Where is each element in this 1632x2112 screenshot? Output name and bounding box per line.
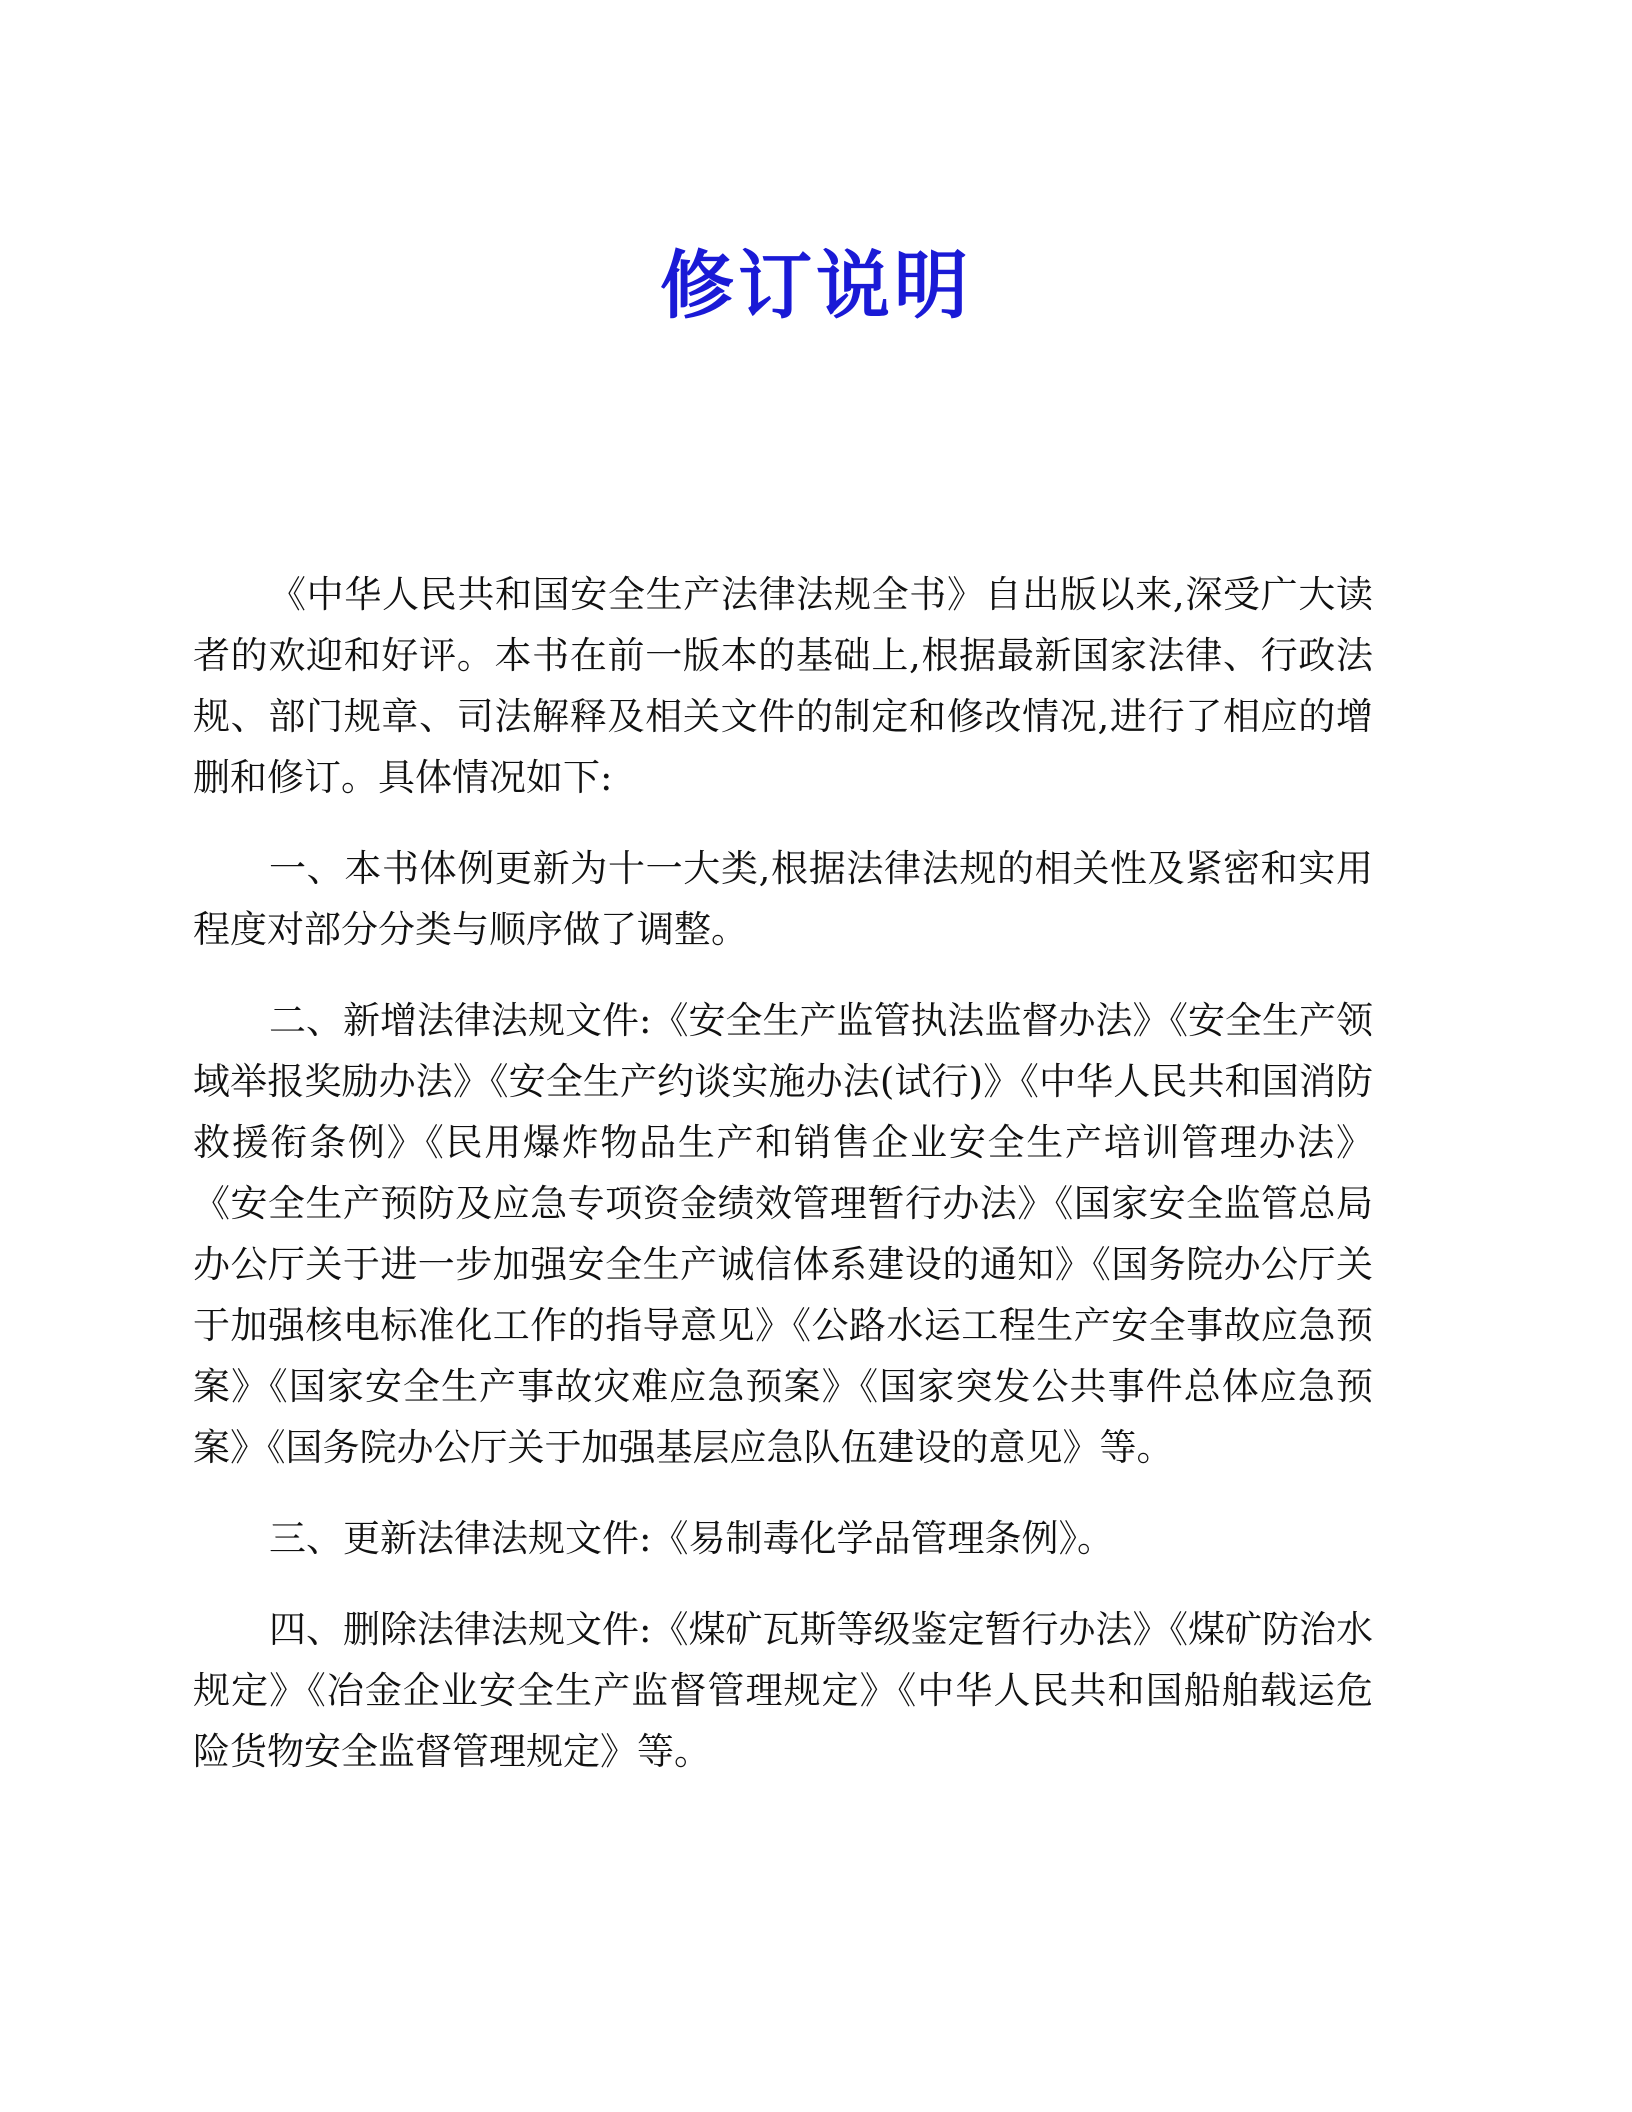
paragraph-item-1: 一、本书体例更新为十一大类,根据法律法规的相关性及紧密和实用程度对部分分类与顺序做了调整。 <box>193 847 1373 951</box>
document-body <box>193 564 1373 1812</box>
paragraph-item-4: 四、删除法律法规文件:《煤矿瓦斯等级鉴定暂行办法》《煤矿防治水规定》《冶金企业安全生产监督管理规定》《中华人民共和国船舶载运危险货物安全监督管理规定》等。 <box>193 1608 1373 1773</box>
paragraph-item-2: 二、新增法律法规文件:《安全生产监管执法监督办法》《安全生产领域举报奖励办法》《安全生产约谈实施办法(试行)》《中华人民共和国消防救援衔条例》《民用爆炸物品生产和销售企业安全生产培训管理办法》《安全生产预防及应急专项资金绩效管理暂行办法》《国家安全监管总局办公厅关于进一步加强安全生产诚信体系建设的通知》《国务院办公厅关于加强核电标准化工作的指导意见》《公路水运工程生产安全事故应急预案》《国家安全生产事故灾难应急预案》《国家突发公共事件总体应急预案》《国务院办公厅关于加强基层应急队伍建设的意见》等。 <box>193 999 1373 1469</box>
page-title: 修订说明 <box>660 243 972 329</box>
paragraph-item-3: 三、更新法律法规文件:《易制毒化学品管理条例》。 <box>269 1517 1114 1560</box>
paragraph-intro: 《中华人民共和国安全生产法律法规全书》自出版以来,深受广大读者的欢迎和好评。本书在前一版本的基础上,根据最新国家法律、行政法规、部门规章、司法解释及相关文件的制定和修改情况,进行了相应的增删和修订。具体情况如下: <box>193 573 1373 799</box>
